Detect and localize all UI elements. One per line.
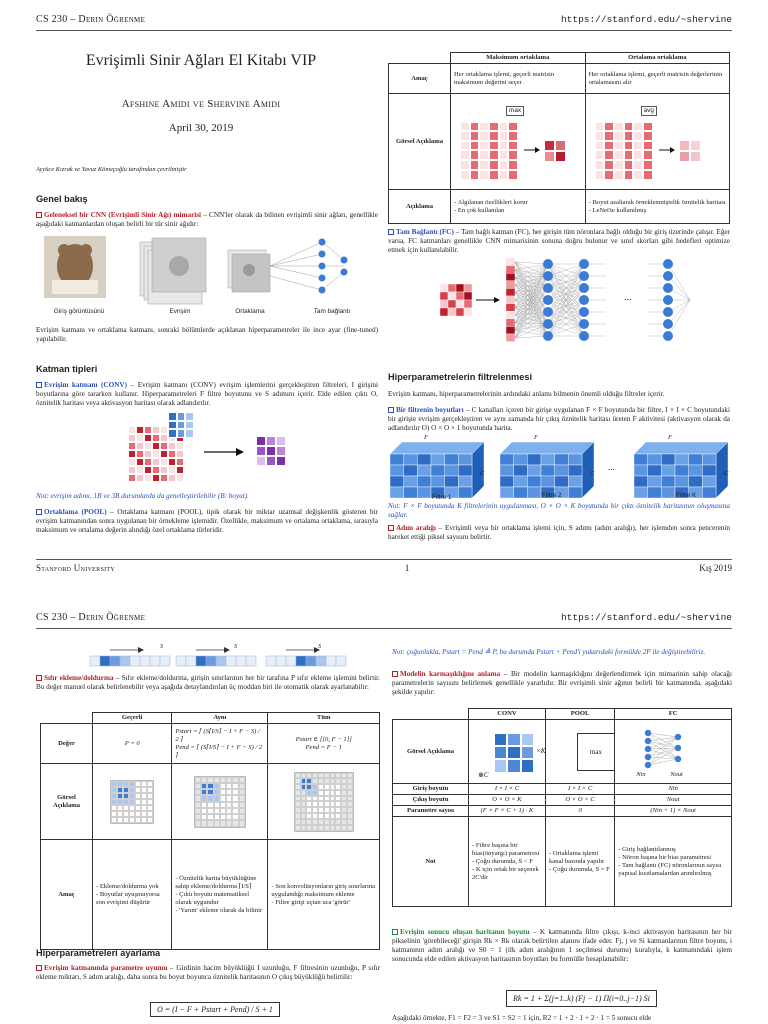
amac-max: Her ortaklama işlemi, geçerli matrisin maksimum değerini seçer [451,64,586,94]
cx-visual-pool [545,720,614,784]
row-visual: Görsel Açıklama [41,764,93,840]
axis-f-3: F [668,434,672,441]
fc-lead: Tam Bağlantı (FC) [396,228,454,236]
row-amac: Amaç [389,64,451,94]
fc-mini-diagram [638,727,688,769]
date: April 30, 2019 [168,122,234,134]
grid-full [294,772,354,832]
purpose-full: - Son konvolüsyonların giriş sınırlarına uygulandığı maksimum ekleme - Filtre girişi uçtan uca 'görür' [268,840,380,950]
par-conv: (F × F × C + 1) · K [469,806,546,817]
in-fc: Nin [615,784,732,795]
bullet-icon [388,407,394,413]
conv-paragraph [36,381,378,408]
section-hyper: Hiperparametrelerin filtrelenmesi [388,372,532,382]
avg-tag: avg [641,106,657,116]
val-full-end: Pend = F − 1 [305,743,342,751]
axis-c-3: C [724,470,729,477]
fc-paragraph [388,228,730,255]
visual-same [172,764,268,840]
col-valid: Geçerli [93,713,172,724]
cx-lead: Modelin karmaşıklığını anlama [400,670,501,678]
bullet-icon [392,929,398,935]
footer-rule [36,559,732,560]
page-2 [0,606,768,1024]
filter-dim-paragraph [388,406,730,433]
header-url[interactable]: https://stanford.edu/~shervine [560,14,732,25]
axis-c-2: C [590,470,595,477]
label-conv: Evrişim [169,308,191,315]
label-pool: Ortaklama [235,308,265,315]
dim-text: – C kanalları içeren bir girişe uygulanan F × F boyutunda bir filtre, I × I × C boyutundaki bir girişte evrişim gerçekleştiren ve aynı zamanda bir çıkış öznitelik haritası üreten F aktivitesi (aktivasyon olarak da adlandırılır O) O × O × 1 boyutunda harita. [388,406,730,432]
output-formula: O = (I − F + Pstart + Pend) / S + 1 [150,1002,280,1017]
times-k: ×K [536,746,546,755]
n-out: Nout [670,770,683,778]
visual-max [451,94,586,190]
stride-paragraph [388,524,730,542]
fc-diagram [436,256,696,344]
note-pool: - Ortaklama işlemi kanal bazında yapılır - Çoğu durumda, S = F [545,817,614,907]
val-valid: P = 0 [93,724,172,764]
out-pool: O × O × C [545,795,614,806]
rf-example: Aşağıdaki örnekte, F1 = F2 = 3 ve S1 = S2 = 1 için, R2 = 1 + 2 · 1 + 2 · 1 = 5 sonucu elde [392,1014,652,1022]
acik-avg-2: - LeNet'te kullanılmış [588,206,647,214]
section-tuning: Hiperparametreleri ayarlama [36,948,161,958]
filter-label-2: Filtre 2 [542,492,562,499]
conv-filter-visual [494,733,534,773]
rf-lead: Evrişim sonucu oluşan haritanın boyutu [400,928,530,936]
par-fc: (Nin + 1) × Nout [615,806,732,817]
filter-cubes [390,434,730,500]
page-header-2 [36,612,732,623]
row-note: Not [393,817,469,907]
stride-s-1: S [160,643,164,650]
cx-text: – Bir modelin karmaşıklığını değerlendirmek için mimarinin sahip olacağı parametrelerin sayısını belirlemek genellikle yararlıdır. Bir evrişimli sinir ağının belirli bir katmanında, aşağıdaki şekilde yapılır: [392,670,732,696]
course-title-2: CS 230 – Derin Öğrenme [36,612,146,623]
pool-input-grid [595,122,653,180]
title-block [36,52,366,134]
visual-avg [585,94,729,190]
page-header [36,14,732,25]
in-pool: I × I × C [545,784,614,795]
cnn-lead: Geleneksel bir CNN (Evrişimli Sinir Ağı) mimarisi [44,211,202,219]
bullet-icon [388,525,394,531]
filter-label-k: Filtre K [676,492,697,499]
bullet-icon [36,212,42,218]
output-map [256,436,286,466]
pooling-table [388,52,730,224]
stride-text: – Evrişimli veya bir ortaklama işlemi için, S adımı (adım aralığı), her işlemden sonra pencerenin hareket ettiği piksel sayısını belirtir. [388,524,730,541]
cnn-architecture-figure [44,236,370,318]
header-url-2[interactable]: https://stanford.edu/~shervine [560,612,732,623]
stride-s-3: S [318,643,322,650]
pool-output-max [544,140,566,162]
visual-valid [93,764,172,840]
pad-note: Not: çoğunlukla, Pstart = Pend ≜ P, bu durumda Pstart + Pend'i yukarıdaki formülde 2P ile değiştirebiliriz. [392,648,706,656]
conv-text: – Evrişim katmanı (CONV) evrişim işlemlerini gerçekleştiren filtreleri, I girişini boyutlarına göre tararken kullanır. Hiperparametreleri F filtre boyutunu ve S adımını içerir. Elde edilen çıktı O, öznitelik haritası veya aktivasyon haritası olarak adlandırılır. [36,381,378,407]
max-tag: max [506,106,524,116]
val-full [268,724,380,764]
padding-lead: Sıfır ekleme/doldurma [44,674,114,682]
padding-text: – Sıfır ekleme/doldurma, girişin sınırlarının her bir tarafına P sıfır ekleme işlemini belirtir. Bu değer manuel olarak belirlenebilir veya aşağıda detaylandırılan üç moddan biri ile otomatik olarak ayarlanabilir: [36,674,380,691]
course-title: CS 230 – Derin Öğrenme [36,14,146,25]
header-rule-2 [36,628,732,629]
col-conv: CONV [469,709,546,720]
col-pool: POOL [545,709,614,720]
col-max: Maksimum ortaklama [451,53,586,64]
stride-figure [90,642,360,676]
corner-cell-2 [41,713,93,724]
conv-figure [128,412,328,488]
receptive-field-paragraph [392,928,732,964]
note-conv: - Filtre başına bir bias(önyargı) parametresi - Çoğu durumda, S < F - K için ortak bir seçenek 2C'dir [469,817,546,907]
axis-c-1: C [480,470,485,477]
pool-input-grid [460,122,518,180]
axis-f-2: F [534,434,538,441]
grid-valid [110,780,154,824]
pool-paragraph [36,508,378,535]
rf-text: – K katmanında filtre çıkışı, k-inci aktivasyon haritasının her bir pikselinin 'görebileceği' girişin Rk × Rk olarak belirtilen alanını ifade eder. Fj, j ve Si katmanlarının filtre boyutu, i katmanının adım aralığı ve S0 = 1 (ilk adım aralığının 1 seçilmesi durumu) kuralıyla, k katmanındaki işlem sonucunda elde edilen aktivasyon haritasının boyutları bu formülle hesaplanabilir: [392,928,732,963]
stride-lead: Adım aralığı [396,524,436,532]
filter-note: Not: F × F boyutunda K filtrelerinin uygulanması, O × O × K boyutunda bir çıktı öznitelik haritasının oluşmasına sağlar. [388,502,730,519]
conv-note: Not: evrişim adımı, 1B ve 3B durumlarda da genelleştirilebilir (B: boyut). [36,492,249,500]
header-rule [36,30,732,31]
pool-output-avg [679,140,701,162]
acik-max-1: - Algılanan özellikleri korur [454,198,528,206]
corner-cell-3 [393,709,469,720]
arrow-icon [659,146,675,154]
conv-lead: Evrişim katmanı (CONV) [44,381,127,389]
col-full: Tüm [268,713,380,724]
visual-full [268,764,380,840]
footer-university: Stanford University [36,563,115,573]
arrow-icon [204,446,244,458]
fc-text: – Tam bağlı katman (FC), her girişin tüm nöronlara bağlı olduğu bir giriş üzerinde çalışır. Eğer varsa, FC katmanları genellikle CNN mimarisinin sonuna doğru bulunur ve sınıf skorları gibi hedefleri optimize etmek için kullanılabilir. [388,228,731,254]
authors: Afshine Amidi ve Shervine Amidi [121,98,281,110]
cx-visual-conv [469,720,546,784]
tune-text: – Girdinin hacim büyüklüğü I uzunluğu, F filtresinin uzunluğu, P sıfır ekleme miktarı, S adım aralığı, daha sonra bu boyut boyunca öznitelik haritasının O çıkış büyüklüğü belirtilir: [36,964,380,981]
par-pool: 0 [545,806,614,817]
in-conv: I × I × C [469,784,546,795]
pool-text: – Ortaklama katmanı (POOL), tipik olarak bir miktar uzamsal değişkenlik gösteren bir evrişim katmanından sonra uygulanan bir örnekleme işlemidir. Özellikle, maksimum ve ortalama ortaklama, sırasıyla maksimum ve ortalama değerin alındığı özel ortaklama türleridir. [36,508,379,534]
axis-f-1: F [424,434,428,441]
out-conv: O × O × K [469,795,546,806]
acik-max-2: - En çok kullanılan [454,206,505,214]
filters-figure [390,434,730,500]
rf-formula: Rk = 1 + Σ(j=1..k) (Fj − 1) Π(i=0..j−1) Si [506,990,657,1007]
dim-lead: Bir filtrenin boyutları [396,406,464,414]
corner-cell [389,53,451,64]
row-in: Giriş boyutu [393,784,469,795]
overview-p2: Evrişim katmanı ve ortaklama katmanı, sonraki bölümlerde açıklanan hiperparametreler ile ince ayar (fine-tuned) yapılabilir. [36,326,378,343]
page-number: 1 [404,563,410,573]
col-same: Aynı [172,713,268,724]
document-title: Evrişimli Sinir Ağları El Kitabı VIP [85,52,317,69]
acik-avg-1: - Boyut azaltarak örneklenmiştelik öznitelik haritası [588,198,726,206]
times-c: ⊗C [478,770,489,779]
note-fc: - Giriş bağlantılanmış - Nöron başına bir bias parametresi - Tam bağlantı (FC) nöronlarının sayısı yapısal kısıtlamalardan arındırılmış [615,817,732,907]
row-value: Değer [41,724,93,764]
bullet-icon [388,229,394,235]
row-purpose: Amaç [41,840,93,950]
label-fc: Tam bağlantı [313,308,351,315]
row-cx-visual: Görsel Açıklama [393,720,469,784]
bullet-icon [36,509,42,515]
cnn-text: – CNN'ler olarak da bilinen evrişimli sinir ağları, genellikle aşağıdaki katmanlardan oluşan belirli bir tür sinir ağıdır: [36,211,378,228]
cx-visual-fc [615,720,732,784]
bullet-icon [36,382,42,388]
section-layers: Katman tipleri [36,364,98,374]
bullet-icon [36,965,42,971]
cnn-diagram [44,236,370,318]
complexity-table [392,708,732,907]
complexity-paragraph [392,670,732,697]
pool-max-box: max [577,733,615,771]
filter-dots: ... [608,462,615,472]
out-fc: Nout [615,795,732,806]
row-aciklama: Açıklama [389,190,451,224]
filter-label-1: Filtre 1 [432,494,452,501]
stride-s-2: S [234,643,238,650]
fc-dots: ... [624,292,632,303]
acik-max [451,190,586,224]
val-same-end: Pend = ⌈ (S⌈I/S⌉ − I + F − S) / 2 ⌉ [175,743,263,759]
page-footer [36,563,732,573]
col-avg: Ortalama ortaklama [585,53,729,64]
row-out: Çıkış boyutu [393,795,469,806]
bullet-icon [36,675,42,681]
n-in: Nin [636,770,646,778]
footer-term: Kış 2019 [699,563,732,573]
acik-avg [585,190,729,224]
hyper-intro: Evrişim katmanı, hiperparametrelerinin ardındaki anlamı bilmenin önemli olduğu filtreler içerir. [388,390,665,398]
pool-lead: Ortaklama (POOL) [44,508,107,516]
row-params: Parametre sayısı [393,806,469,817]
col-fc: FC [615,709,732,720]
padding-table [40,712,380,950]
filter-grid [168,412,194,438]
tuning-paragraph [36,964,380,982]
grid-same [194,776,246,828]
translators: Ayyüce Kızrak ve Yavuz Kömeçoğlu tarafından çevrilmiştir [36,166,187,173]
purpose-same: - Öznitelik harita büyüklüğüne sahip ekleme/doldurma ⌈I/S⌉ - Çıktı boyutu matematiksel olarak uygundur - 'Yarım' ekleme olarak da bilinir [172,840,268,950]
fc-figure [436,256,696,344]
tune-lead: Evrişim katmanında parametre uyumu [44,964,168,972]
overview-paragraph [36,211,378,229]
purpose-valid: - Ekleme/doldurma yok - Boyutlar uyuşmuyorsa son evrişimi düşürür [93,840,172,950]
section-overview: Genel bakış [36,194,88,204]
padding-paragraph [36,674,380,692]
val-same-start: Pstart = ⌈ (S⌈I/S⌉ − I + F − S) / 2 ⌉ [175,727,260,743]
bullet-icon [392,671,398,677]
label-input: Giriş görüntüsünü [53,308,105,315]
row-gorsel: Görsel Açıklama [389,94,451,190]
val-same [172,724,268,764]
arrow-icon [524,146,540,154]
val-full-start: Pstart ∈ [[0, F − 1]] [295,735,352,743]
amac-avg: Her ortaklama işlemi, geçerli matrisin değerlerinin ortalamasını alır [585,64,729,94]
